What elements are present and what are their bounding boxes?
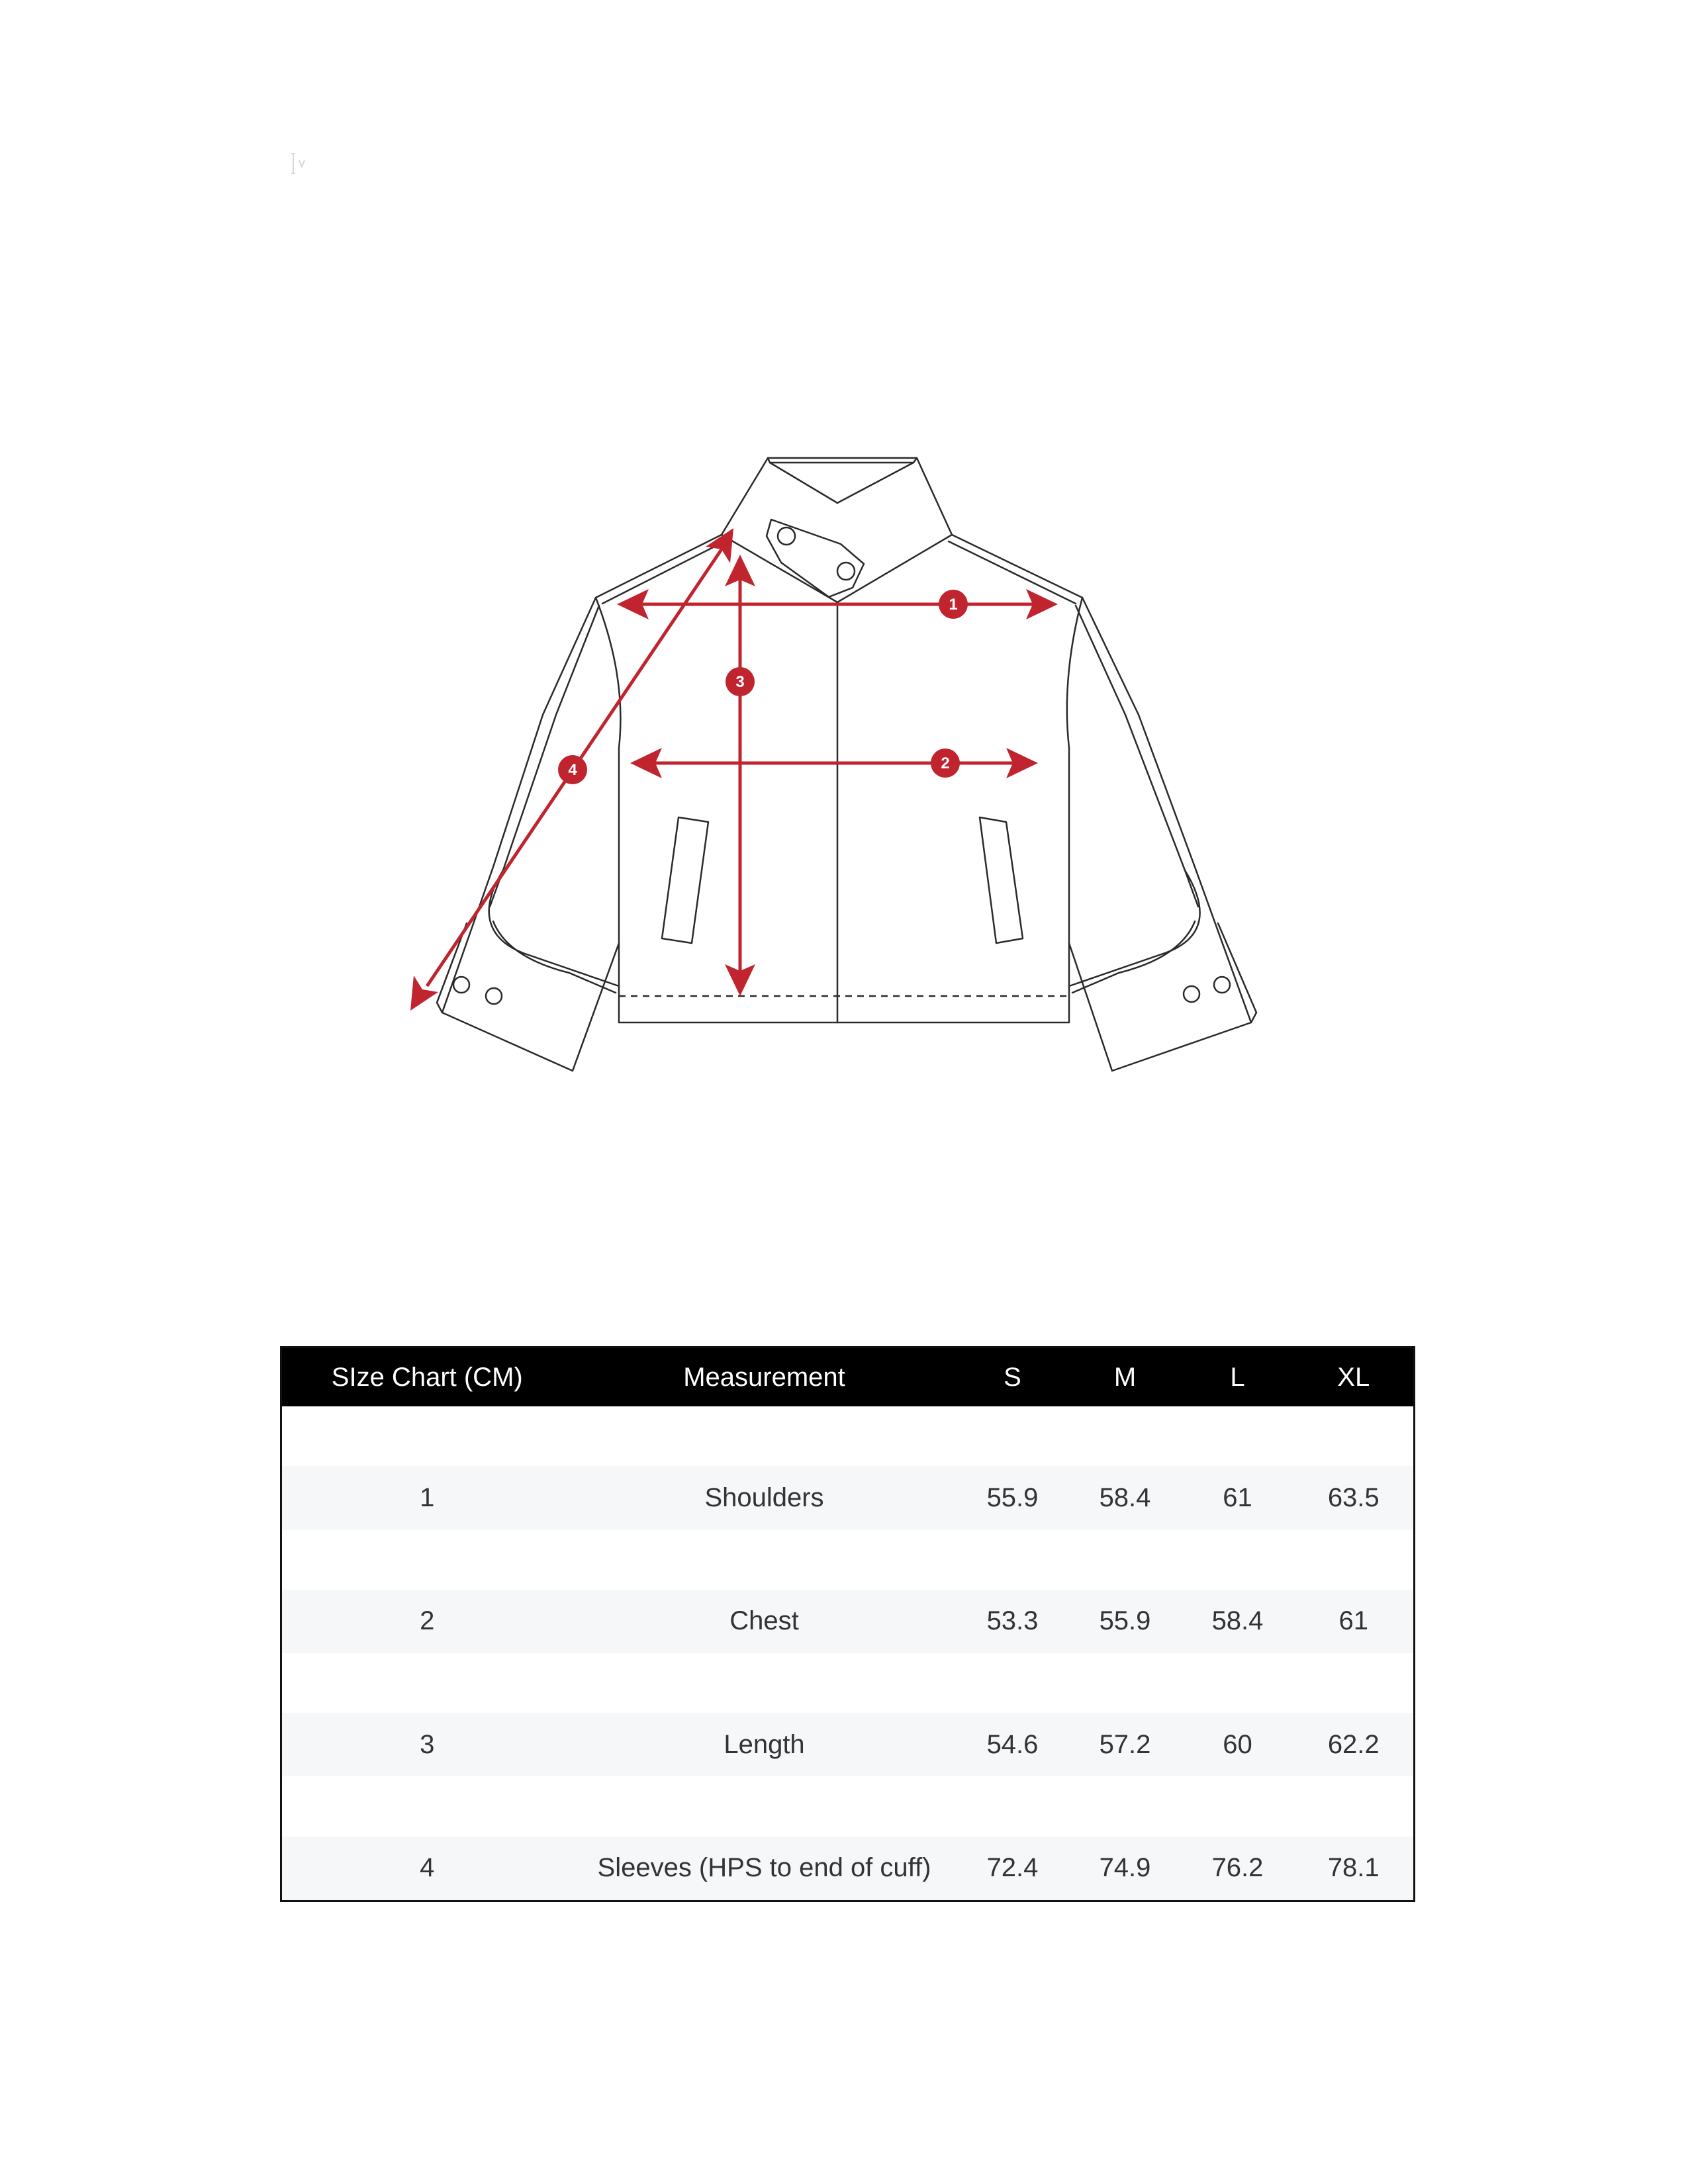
table-cell: 55.9 [1069,1590,1182,1653]
table-cell: Length [573,1713,957,1776]
table-cell: Sleeves (HPS to end of cuff) [573,1837,957,1901]
table-row [281,1466,1415,1529]
table-spacer-row [281,1653,1415,1713]
table-cell: 61 [1294,1590,1415,1653]
header-size-s: S [957,1347,1069,1407]
table-cell: 58.4 [1182,1590,1294,1653]
table-cell: 72.4 [957,1837,1069,1901]
measurement-sleeves [410,528,733,1011]
measurement-chest [630,748,1038,778]
header-size-chart: SIze Chart (CM) [281,1347,573,1407]
table-cell: 58.4 [1069,1466,1182,1529]
table-spacer-row [281,1529,1415,1589]
table-cell: 63.5 [1294,1466,1415,1529]
table-cell: 61 [1182,1466,1294,1529]
table-spacer-row [281,1776,1415,1836]
marker-4: 4 [568,761,577,779]
header-size-m: M [1069,1347,1182,1407]
table-cell: 4 [281,1837,573,1901]
header-size-xl: XL [1294,1347,1415,1407]
table-cell: 53.3 [957,1590,1069,1653]
table-cell: 3 [281,1713,573,1776]
table-cell: 62.2 [1294,1713,1415,1776]
table-cell: 76.2 [1182,1837,1294,1901]
marker-2: 2 [941,754,950,772]
marker-1: 1 [949,596,958,614]
header-size-l: L [1182,1347,1294,1407]
table-row [281,1590,1415,1653]
table-cell: 60 [1182,1713,1294,1776]
table-cell: 55.9 [957,1466,1069,1529]
table-cell: 54.6 [957,1713,1069,1776]
table-cell: 78.1 [1294,1837,1415,1901]
measurement-length [725,555,755,996]
table-header-row [281,1347,1415,1407]
table-cell: 74.9 [1069,1837,1182,1901]
table-row [281,1837,1415,1901]
table-cell: 1 [281,1466,573,1529]
marker-3: 3 [735,673,745,691]
size-chart-table [280,1346,1415,1902]
table-cell: Chest [573,1590,957,1653]
table-spacer-row [281,1406,1415,1466]
header-measurement: Measurement [573,1347,957,1407]
table-cell: 57.2 [1069,1713,1182,1776]
table-row [281,1713,1415,1776]
table-cell: 2 [281,1590,573,1653]
table-cell: Shoulders [573,1466,957,1529]
